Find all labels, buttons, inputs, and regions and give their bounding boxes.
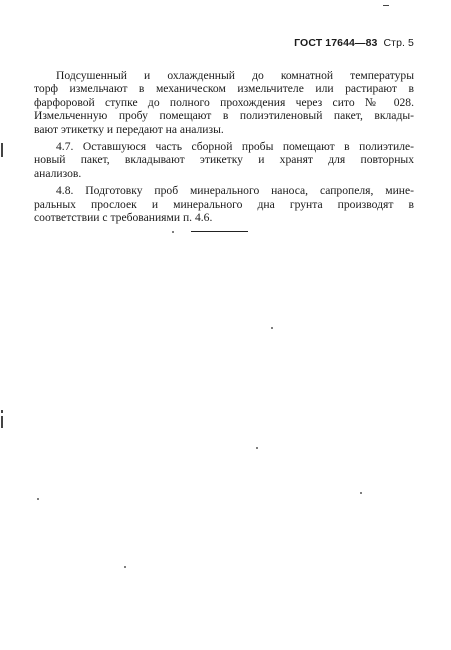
text-line: соответствии с требованиями п. 4.6. (34, 211, 213, 225)
document-body (34, 69, 414, 228)
text-line: 4.7. Оставшуюся часть сборной пробы помещают в полиэтиле- (56, 140, 414, 154)
standard-number: ГОСТ 17644—83 (294, 37, 378, 49)
page-number: Стр. 5 (383, 37, 414, 49)
scan-mark (1, 143, 3, 157)
text-line: фарфоровой ступке до полного прохождения через сито № 028. (34, 95, 414, 109)
text-line: анализов. (34, 166, 82, 180)
scan-dot (37, 498, 39, 500)
scan-dot (271, 327, 273, 329)
text-line: ральных прослоек и минерального дна грунта производят в (34, 197, 414, 211)
paragraph-4-7 (34, 140, 414, 180)
page-header (294, 37, 414, 49)
scan-dot (124, 566, 126, 568)
text-line: 4.8. Подготовку проб минерального наноса, сапропеля, мине- (56, 184, 414, 198)
text-line: вают этикетку и передают на анализы. (34, 122, 224, 136)
text-line: Измельченную пробу помещают в полиэтиленовый пакет, вклады- (34, 109, 414, 123)
scan-mark (1, 410, 3, 413)
paragraph-1 (34, 69, 414, 136)
text-line: торф измельчают в механическом измельчителе или растирают в (34, 82, 414, 96)
section-end-rule (191, 231, 248, 232)
scan-dot (256, 447, 258, 449)
scan-mark (383, 5, 389, 6)
scan-mark (1, 416, 3, 428)
text-line: новый пакет, вкладывают этикетку и хранят для повторных (34, 153, 414, 167)
text-line: Подсушенный и охлажденный до комнатной температуры (56, 69, 414, 82)
paragraph-4-8 (34, 184, 414, 224)
scan-dot (172, 231, 174, 233)
scan-dot (360, 492, 362, 494)
